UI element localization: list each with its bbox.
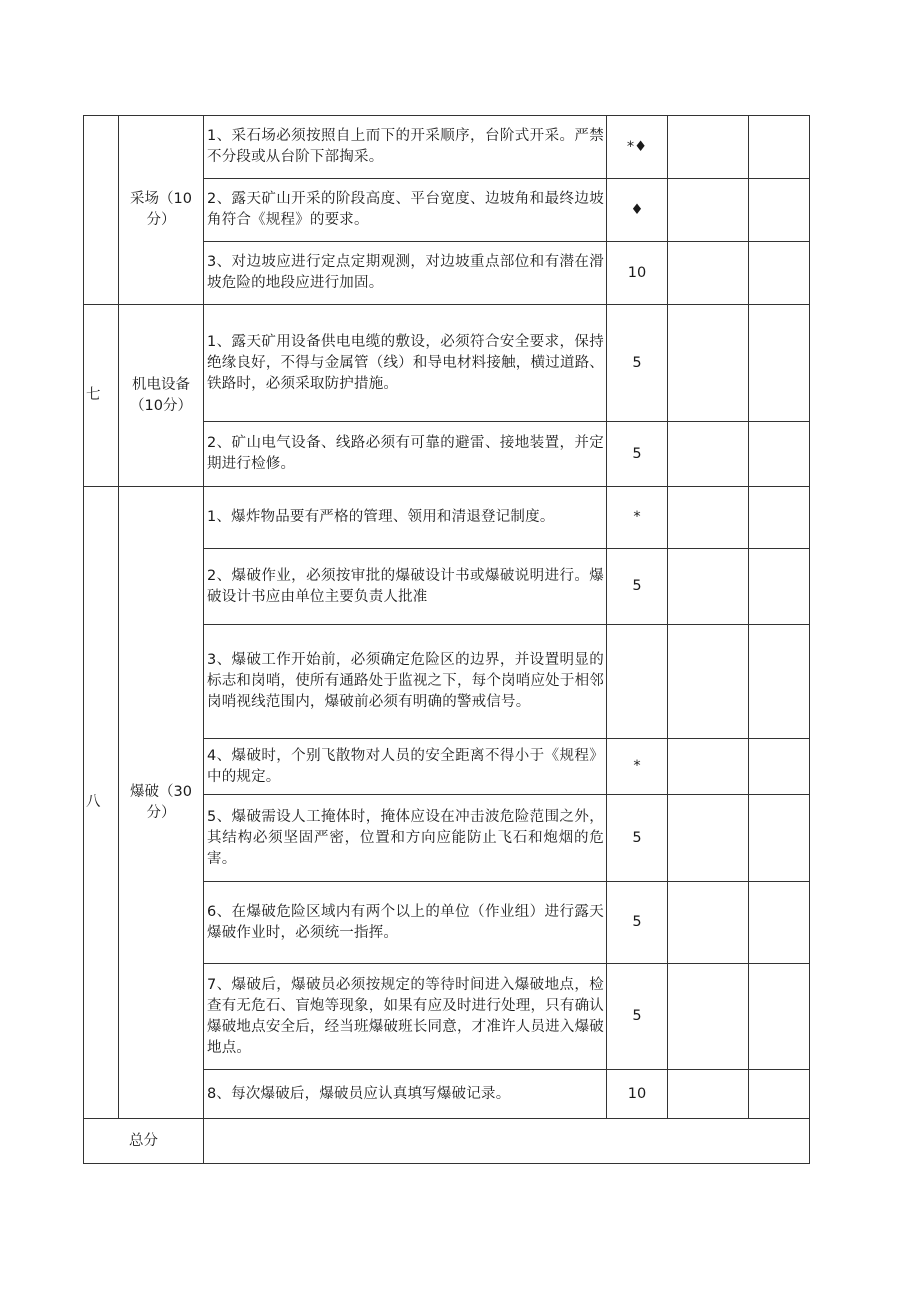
evaluation-cell[interactable]: [668, 242, 749, 305]
evaluation-cell[interactable]: [668, 625, 749, 739]
remark-cell[interactable]: [749, 422, 810, 487]
section-category: 爆破（30分）: [119, 487, 204, 1119]
remark-cell[interactable]: [749, 487, 810, 549]
evaluation-cell[interactable]: [668, 487, 749, 549]
section-category: 机电设备（10分）: [119, 305, 204, 487]
evaluation-cell[interactable]: [668, 422, 749, 487]
check-item: 2、矿山电气设备、线路必须有可靠的避雷、接地装置，并定期进行检修。: [204, 422, 607, 487]
check-item: 2、露天矿山开采的阶段高度、平台宽度、边坡角和最终边坡角符合《规程》的要求。: [204, 179, 607, 242]
evaluation-cell[interactable]: [668, 305, 749, 422]
table-row: [84, 116, 810, 179]
check-item: 2、爆破作业，必须按审批的爆破设计书或爆破说明进行。爆破设计书应由单位主要负责人批准: [204, 549, 607, 625]
item-score: *: [607, 739, 668, 795]
check-item: 6、在爆破危险区域内有两个以上的单位（作业组）进行露天爆破作业时，必须统一指挥。: [204, 882, 607, 964]
evaluation-cell[interactable]: [668, 739, 749, 795]
evaluation-cell[interactable]: [668, 882, 749, 964]
item-score: 5: [607, 882, 668, 964]
total-value-cell[interactable]: [204, 1119, 810, 1164]
remark-cell[interactable]: [749, 179, 810, 242]
remark-cell[interactable]: [749, 549, 810, 625]
check-item: 7、爆破后，爆破员必须按规定的等待时间进入爆破地点，检查有无危石、盲炮等现象，如果有应及时进行处理，只有确认爆破地点安全后，经当班爆破班长同意，才准许人员进入爆破地点。: [204, 964, 607, 1070]
section-category: 采场（10分）: [119, 116, 204, 305]
item-score: *♦: [607, 116, 668, 179]
remark-cell[interactable]: [749, 964, 810, 1070]
safety-checklist-table: [83, 115, 810, 1164]
total-row: [84, 1119, 810, 1164]
item-score: *: [607, 487, 668, 549]
remark-cell[interactable]: [749, 739, 810, 795]
evaluation-cell[interactable]: [668, 549, 749, 625]
remark-cell[interactable]: [749, 305, 810, 422]
item-score: 5: [607, 964, 668, 1070]
item-score: 5: [607, 549, 668, 625]
check-item: 8、每次爆破后，爆破员应认真填写爆破记录。: [204, 1070, 607, 1119]
item-score: 5: [607, 795, 668, 882]
check-item: 3、对边坡应进行定点定期观测，对边坡重点部位和有潜在滑坡危险的地段应进行加固。: [204, 242, 607, 305]
check-item: 1、爆炸物品要有严格的管理、领用和清退登记制度。: [204, 487, 607, 549]
item-score: 5: [607, 422, 668, 487]
remark-cell[interactable]: [749, 242, 810, 305]
remark-cell[interactable]: [749, 795, 810, 882]
evaluation-cell[interactable]: [668, 116, 749, 179]
item-score: 10: [607, 242, 668, 305]
item-score: [607, 625, 668, 739]
check-item: 1、露天矿用设备供电电缆的敷设，必须符合安全要求，保持绝缘良好，不得与金属管（线）和导电材料接触，横过道路、铁路时，必须采取防护措施。: [204, 305, 607, 422]
evaluation-cell[interactable]: [668, 795, 749, 882]
table-row: [84, 487, 810, 549]
check-item: 3、爆破工作开始前，必须确定危险区的边界，并设置明显的标志和岗哨，使所有通路处于监视之下，每个岗哨应处于相邻岗哨视线范围内，爆破前必须有明确的警戒信号。: [204, 625, 607, 739]
section-number: 七: [84, 305, 119, 487]
check-item: 1、采石场必须按照自上而下的开采顺序，台阶式开采。严禁不分段或从台阶下部掏采。: [204, 116, 607, 179]
item-score: ♦: [607, 179, 668, 242]
remark-cell[interactable]: [749, 882, 810, 964]
table-row: [84, 305, 810, 422]
check-item: 5、爆破需设人工掩体时，掩体应设在冲击波危险范围之外，其结构必须坚固严密，位置和方向应能防止飞石和炮烟的危害。: [204, 795, 607, 882]
total-label: 总分: [84, 1119, 204, 1164]
evaluation-cell[interactable]: [668, 1070, 749, 1119]
check-item: 4、爆破时，个别飞散物对人员的安全距离不得小于《规程》中的规定。: [204, 739, 607, 795]
section-number: [84, 116, 119, 305]
remark-cell[interactable]: [749, 116, 810, 179]
evaluation-cell[interactable]: [668, 179, 749, 242]
item-score: 10: [607, 1070, 668, 1119]
item-score: 5: [607, 305, 668, 422]
evaluation-cell[interactable]: [668, 964, 749, 1070]
remark-cell[interactable]: [749, 1070, 810, 1119]
section-number: 八: [84, 487, 119, 1119]
remark-cell[interactable]: [749, 625, 810, 739]
